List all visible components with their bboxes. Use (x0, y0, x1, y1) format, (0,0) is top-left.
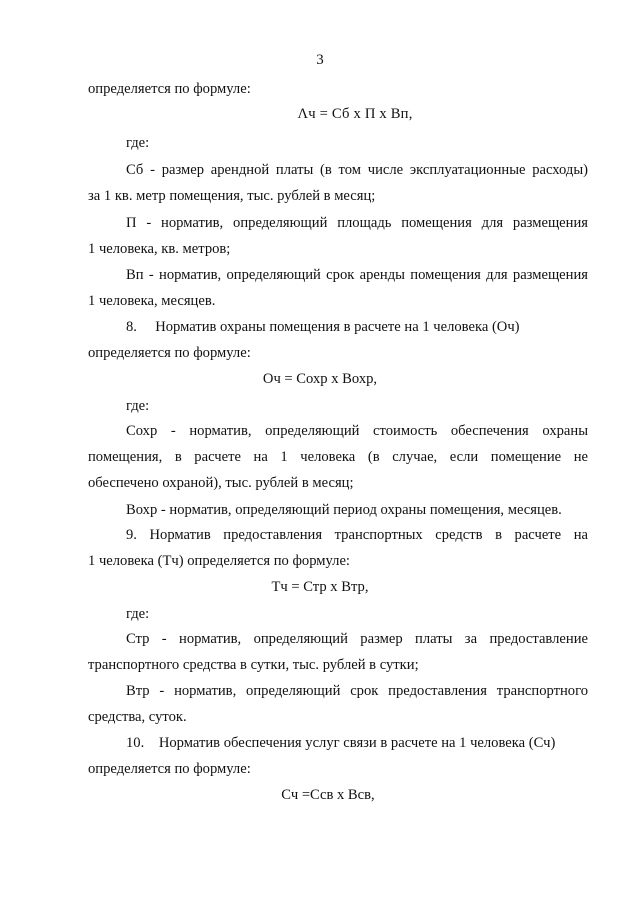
text-line: определяется по формуле: (88, 345, 251, 361)
text-line: где: (126, 135, 150, 151)
text-line: Стр - норматив, определяющий размер платы за предоставление (126, 631, 588, 647)
text-line: 8. Норматив охраны помещения в расчете на 1 человека (Оч) (126, 319, 520, 335)
text-line: Вп - норматив, определяющий срок аренды помещения для размещения (126, 267, 588, 283)
text-line: определяется по формуле: (88, 761, 251, 777)
text-line: 1 человека (Тч) определяется по формуле: (88, 553, 350, 569)
text-line: за 1 кв. метр помещения, тыс. рублей в месяц; (88, 188, 376, 204)
text-line: Сб - размер арендной платы (в том числе эксплуатационные расходы) (126, 162, 588, 178)
text-line: где: (126, 398, 150, 414)
formula: Тч = Стр х Втр, (271, 579, 369, 595)
text-line: обеспечено охраной), тыс. рублей в месяц; (88, 475, 354, 491)
text-line: П - норматив, определяющий площадь помещения для размещения (126, 215, 588, 231)
text-line: Сохр - норматив, определяющий стоимость обеспечения охраны (126, 423, 588, 439)
formula: Λч = Сб х П х Вп, (297, 106, 413, 122)
text-line: 10. Норматив обеспечения услуг связи в расчете на 1 человека (Сч) (126, 735, 556, 751)
formula: Оч = Сохр х Вохр, (262, 371, 378, 387)
text-line: 9. Норматив предоставления транспортных средств в расчете на (126, 527, 588, 543)
text-line: транспортного средства в сутки, тыс. рублей в сутки; (88, 657, 419, 673)
text-line: где: (126, 606, 150, 622)
text-line: определяется по формуле: (88, 81, 251, 97)
page-number: 3 (316, 52, 324, 68)
text-line: Вохр - норматив, определяющий период охраны помещения, месяцев. (126, 502, 562, 518)
text-line: средства, суток. (88, 709, 187, 725)
text-line: 1 человека, кв. метров; (88, 241, 231, 257)
formula: Сч =Ссв х Всв, (281, 787, 375, 803)
text-line: 1 человека, месяцев. (88, 293, 216, 309)
text-line: Втр - норматив, определяющий срок предоставления транспортного (126, 683, 588, 699)
text-line: помещения, в расчете на 1 человека (в случае, если помещение не (88, 449, 588, 465)
